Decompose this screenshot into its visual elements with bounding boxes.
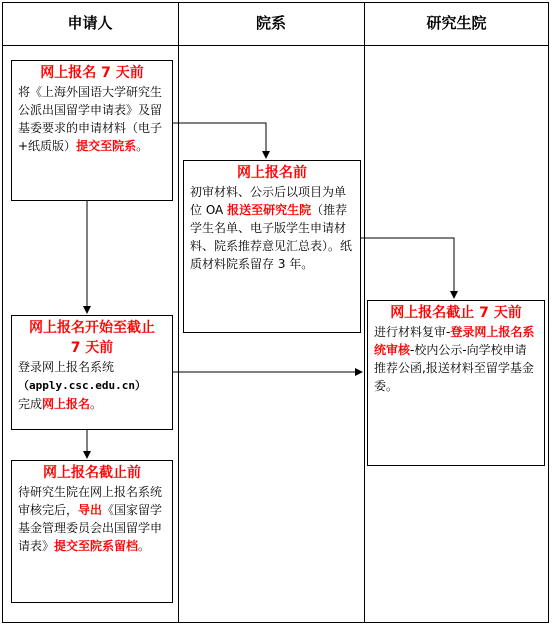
arrow-box1-to-box2 xyxy=(173,123,266,158)
step-box-export-archive xyxy=(11,460,173,603)
step-box-graduate-review xyxy=(367,300,545,466)
step-text: 。 xyxy=(138,539,151,553)
step-highlight: 导出 xyxy=(78,503,103,517)
step-highlight: 登录网上报名系统审核 xyxy=(374,325,535,357)
step-text: 登录网上报名系统 xyxy=(18,360,115,374)
step-title: 网上报名开始至截止 xyxy=(29,320,155,336)
column-header-department: 院系 xyxy=(255,14,286,32)
column-header-applicant: 申请人 xyxy=(67,14,113,32)
step-text: 《国家留学基金管理委员会出国留学申请表》 xyxy=(18,503,163,553)
step-title: 网上报名截止 7 天前 xyxy=(390,305,522,321)
step-highlight: 提交至院系 xyxy=(76,139,137,153)
step-text: 。 xyxy=(90,397,103,411)
arrow-box2-to-box5 xyxy=(361,238,454,298)
step-box-department-review xyxy=(183,160,361,333)
step-text: 初审材料、公示后以项目为单位 OA xyxy=(190,185,347,217)
step-highlight: 报送至研究生院 xyxy=(227,203,312,217)
registration-url: （apply.csc.edu.cn） xyxy=(18,379,146,392)
column-header-graduate-school: 研究生院 xyxy=(426,14,487,32)
step-text: 将《上海外国语大学研究生公派出国留学申请表》及留基委要求的申请材料（电子+纸质版） xyxy=(18,85,163,153)
step-box-apply-submit xyxy=(11,60,173,201)
step-text: 进行材料复审- xyxy=(374,325,451,339)
step-text: -校内公示-向学校申请推荐公函,报送材料至留学基金委。 xyxy=(374,343,534,393)
step-title: 网上报名前 xyxy=(237,165,307,181)
step-text: （推荐学生名单、电子版学生申请材料、院系推荐意见汇总表）。纸质材料院系留存 3 年。 xyxy=(190,203,353,271)
step-title: 7 天前 xyxy=(70,340,114,356)
step-text: 待研究生院在网上报名系统审核完后， xyxy=(18,485,163,517)
step-title: 网上报名 7 天前 xyxy=(40,65,144,81)
step-title: 网上报名截止前 xyxy=(43,465,141,481)
step-highlight: 网上报名 xyxy=(42,397,91,411)
step-text: 。 xyxy=(136,139,149,153)
step-highlight: 提交至院系留档 xyxy=(54,539,139,553)
step-box-online-registration xyxy=(11,315,173,430)
step-text: 完成 xyxy=(18,397,43,411)
